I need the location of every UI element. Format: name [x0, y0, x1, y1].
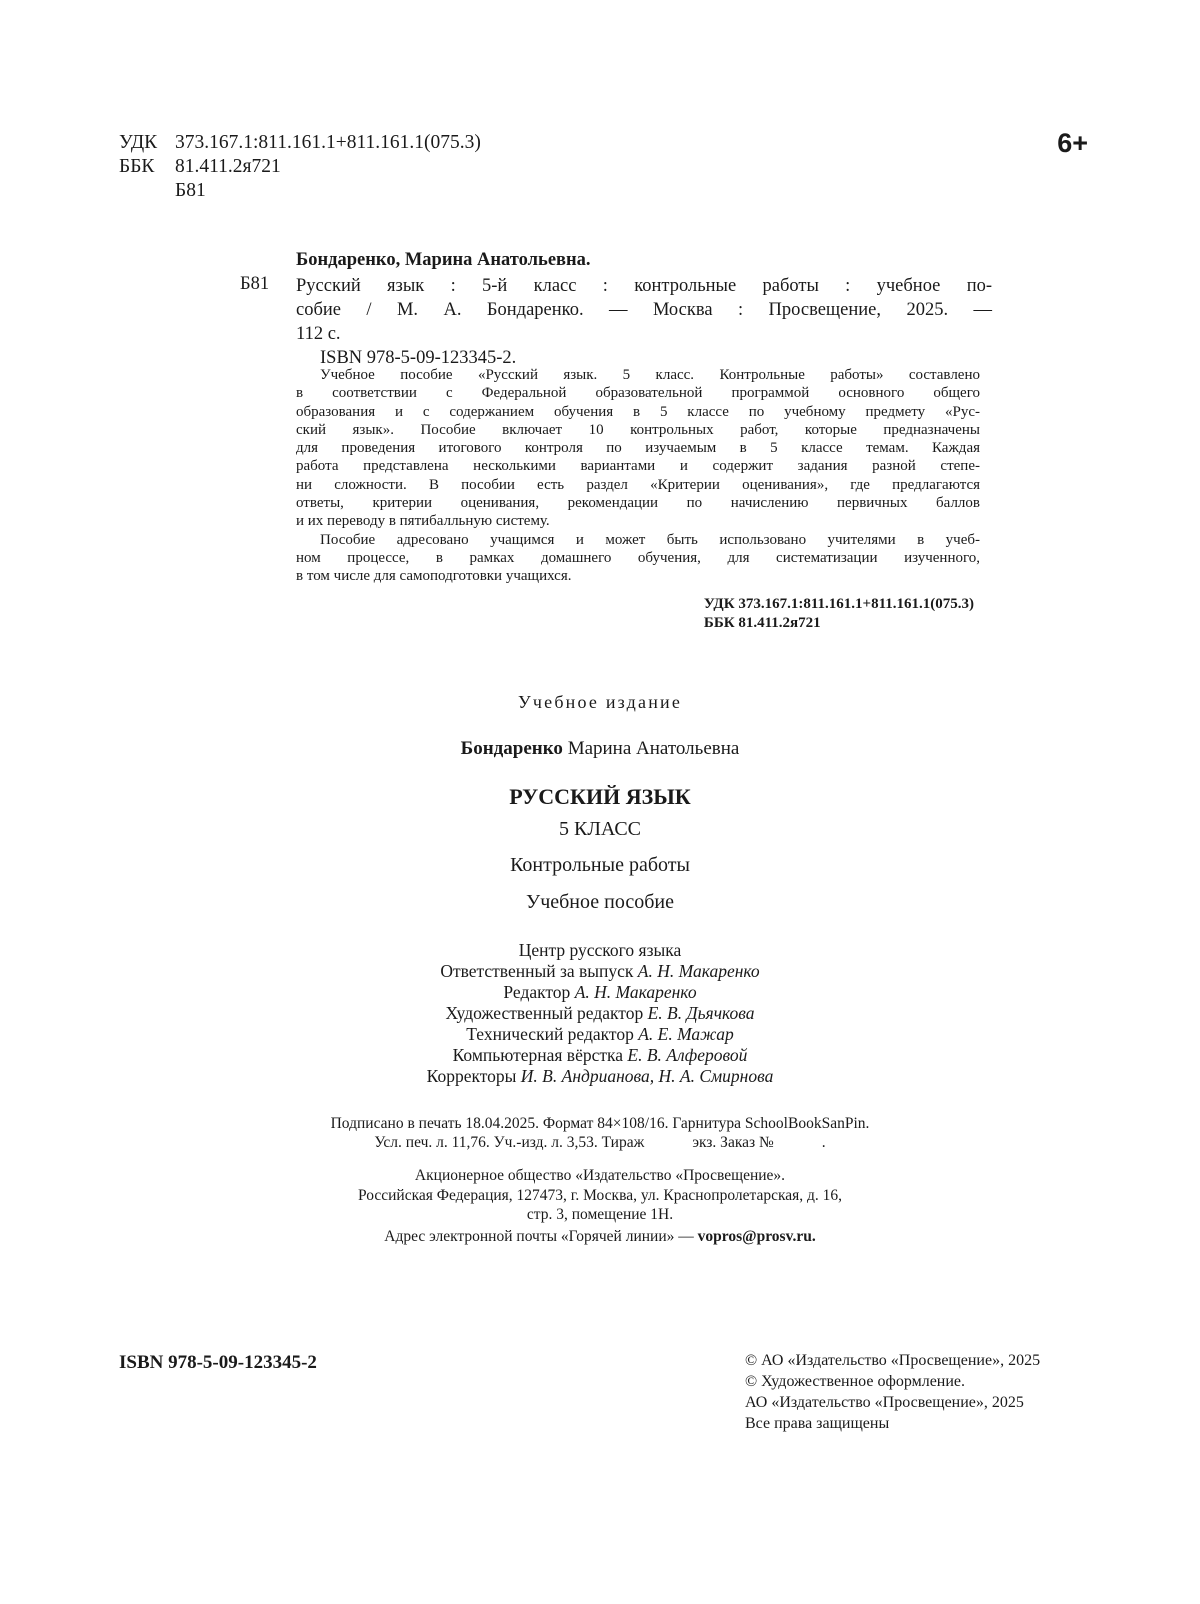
print-line-1: Подписано в печать 18.04.2025. Формат 84×108/16. Гарнитура SchoolBookSanPin. [330, 1115, 870, 1132]
udk-value: 373.167.1:811.161.1+811.161.1(075.3) [175, 132, 481, 153]
annotation-line: ский язык». Пособие включает 10 контрольных работ, которые предназначены [296, 421, 980, 438]
annotation-line: ни сложности. В пособии есть раздел «Критерии оценивания», где предлагаются [296, 476, 980, 493]
card-description-line: 112 с. [296, 324, 341, 344]
annotation-line: ответы, критерии оценивания, рекомендации по начислению первичных баллов [296, 495, 980, 512]
card-bbk: ББК 81.411.2я721 [703, 615, 821, 631]
credit-role: Художественный редактор [445, 1003, 644, 1023]
credit-name: И. В. Андрианова, Н. А. Смирнова [520, 1066, 774, 1086]
book-kind: Учебное пособие [526, 891, 674, 913]
credit-role: Технический редактор [466, 1024, 634, 1044]
print-line-2 [0, 1133, 1200, 1152]
annotation-line: работа представлена несколькими вариантами и содержит задания разной степе- [296, 458, 980, 475]
publisher-info [0, 1166, 1200, 1225]
credit-row [0, 1066, 1200, 1087]
annotation-line: для проведения итогового контроля по изучаемым в 5 классе темам. Каждая [296, 440, 980, 457]
bbk-label: ББК [119, 156, 155, 177]
copyright-line-3: АО «Издательство «Просвещение», 2025 [745, 1394, 1024, 1411]
bbk-row [119, 155, 481, 179]
card-udk: УДК 373.167.1:811.161.1+811.161.1(075.3) [703, 596, 974, 612]
age-rating: 6+ [1057, 128, 1088, 158]
credit-role: Ответственный за выпуск [440, 961, 634, 981]
annotation-line: в соответствии с Федеральной образовательной программой основного общего [296, 385, 980, 402]
copyright-line-1: © АО «Издательство «Просвещение», 2025 [745, 1352, 1041, 1369]
book-subtitle: Контрольные работы [510, 854, 690, 876]
credit-row [0, 982, 1200, 1003]
credit-row [0, 1045, 1200, 1066]
edition-type: Учебное издание [517, 692, 683, 712]
credit-row [0, 1024, 1200, 1045]
annotation-line: образования и с содержанием обучения в 5 классе по учебному предмету «Рус- [296, 403, 980, 420]
annotation-line: в том числе для самоподготовки учащихся. [296, 568, 572, 585]
credit-row [0, 1003, 1200, 1024]
copyright-block [745, 1350, 1040, 1434]
copyright-line-4: Все права защищены [745, 1415, 890, 1432]
author-mark: Б81 [175, 180, 206, 201]
card-codes [704, 595, 974, 633]
book-title: РУССКИЙ ЯЗЫК [509, 784, 691, 809]
hotline-email: vopros@prosv.ru. [697, 1228, 816, 1245]
credit-name: Е. В. Алферовой [627, 1045, 748, 1065]
hotline [0, 1228, 1200, 1246]
card-description-line: собие / М. А. Бондаренко. — Москва : Просвещение, 2025. — [296, 300, 992, 320]
credit-role: Редактор [503, 982, 571, 1002]
classification-block [119, 131, 481, 203]
print-line-2-b: экз. Заказ № [692, 1134, 774, 1151]
annotation-line: ном процессе, в рамках домашнего обучения, для систематизации изученного, [296, 549, 980, 566]
annotation-line: Пособие адресовано учащимся и может быть использовано учителями в учеб- [320, 531, 980, 548]
card-description [296, 274, 992, 370]
hotline-label: Адрес электронной почты «Горячей линии» — [384, 1228, 694, 1245]
credits [0, 940, 1200, 1087]
publisher-line-1: Акционерное общество «Издательство «Просвещение». [414, 1167, 786, 1184]
card-isbn: ISBN 978-5-09-123345-2. [320, 348, 517, 368]
annotation-line: Учебное пособие «Русский язык. 5 класс. Контрольные работы» составлено [320, 367, 980, 383]
credit-name: Е. В. Дьячкова [647, 1003, 755, 1023]
credits-center: Центр русского языка [518, 940, 682, 960]
card-description-line: Русский язык : 5-й класс : контрольные работы : учебное по- [296, 276, 992, 296]
credit-name: А. Н. Макаренко [574, 982, 697, 1002]
credit-row [0, 961, 1200, 982]
publisher-line-2: Российская Федерация, 127473, г. Москва, ул. Краснопролетарская, д. 16, [357, 1186, 843, 1204]
credit-name: А. Н. Макаренко [637, 961, 760, 981]
card-annotation [296, 366, 980, 586]
udk-label: УДК [119, 132, 158, 153]
publisher-line-3: стр. 3, помещение 1Н. [526, 1206, 674, 1223]
copyright-line-2: © Художественное оформление. [745, 1373, 966, 1390]
card-author: Бондаренко, Марина Анатольевна. [296, 250, 591, 270]
credit-role: Корректоры [426, 1066, 517, 1086]
udk-row [119, 131, 481, 155]
print-line-2-c: . [821, 1134, 826, 1151]
title-author-name: Марина Анатольевна [567, 738, 740, 759]
print-line-2-a: Усл. печ. л. 11,76. Уч.-изд. л. 3,53. Тираж [374, 1134, 645, 1151]
author-mark-row [119, 179, 481, 203]
card-code: Б81 [240, 274, 270, 294]
print-info [0, 1114, 1200, 1152]
bbk-value: 81.411.2я721 [175, 156, 281, 177]
book-grade: 5 КЛАСС [558, 818, 642, 840]
credit-role: Компьютерная вёрстка [452, 1045, 624, 1065]
title-author-surname: Бондаренко [460, 738, 563, 759]
title-author [0, 738, 1200, 760]
annotation-line: и их переводу в пятибалльную систему. [296, 513, 550, 530]
credit-name: А. Е. Мажар [638, 1024, 734, 1044]
isbn-bottom: ISBN 978-5-09-123345-2 [119, 1352, 317, 1373]
